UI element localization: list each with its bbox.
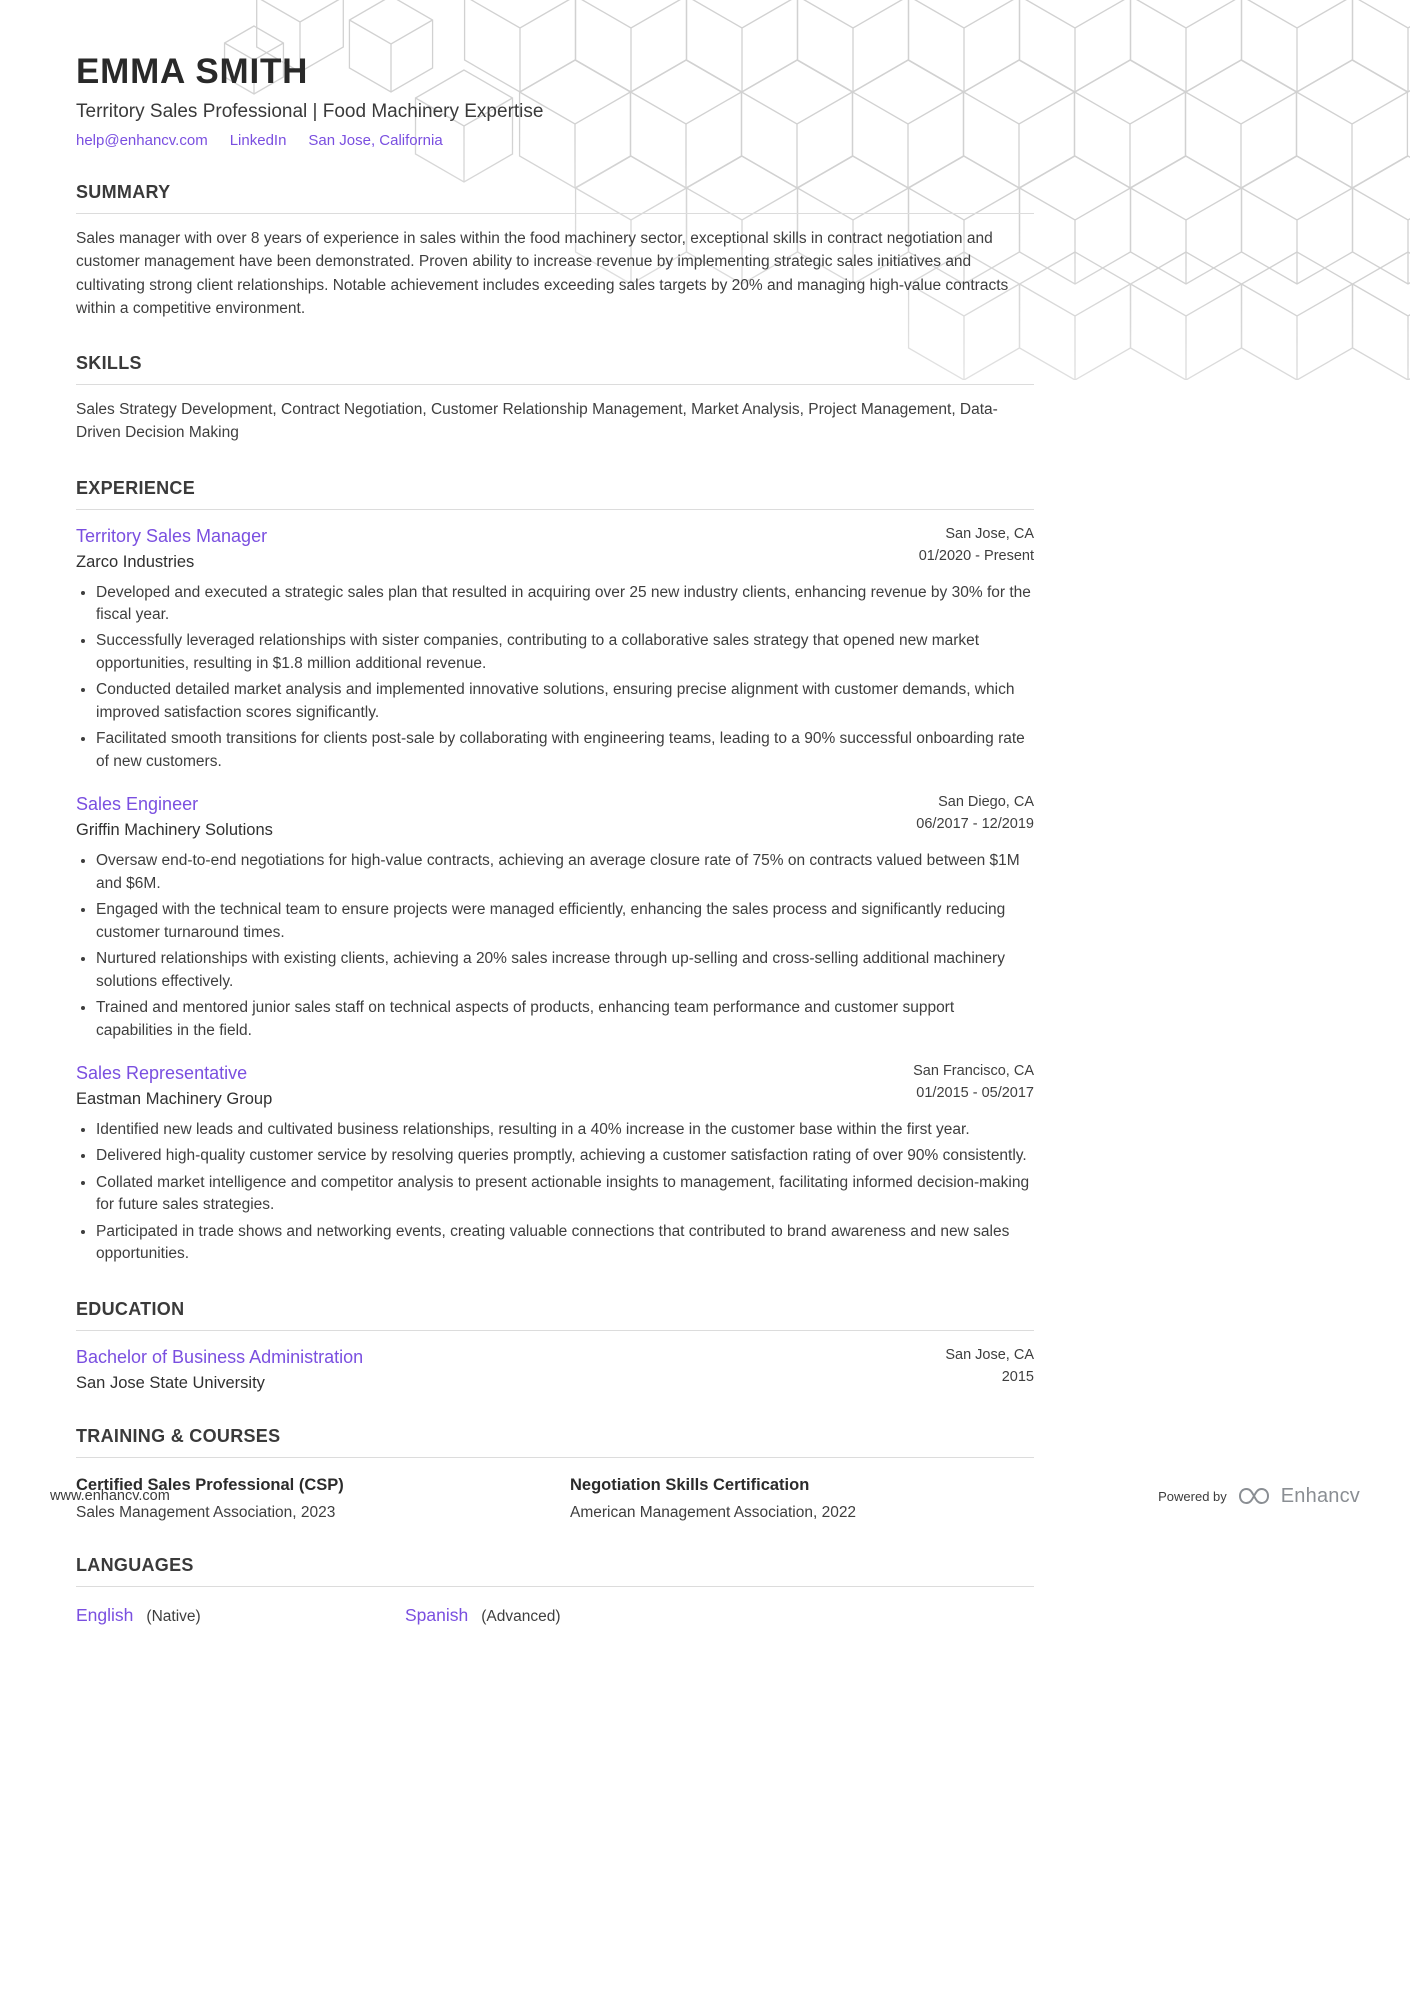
job-dates: 01/2015 - 05/2017	[916, 1085, 1034, 1101]
enhancv-wordmark: Enhancv	[1280, 1484, 1360, 1507]
page-footer	[50, 1484, 1360, 1508]
summary-section	[76, 182, 1034, 320]
skills-text: Sales Strategy Development, Contract Negotiation, Customer Relationship Management, Market Analysis, Project Management, Data-Driven Decision Making	[76, 401, 998, 442]
bullet-item: • Collated market intelligence and competitor analysis to present actionable insights to management, facilitating informed decision-making for future sales strategies.	[96, 1172, 1034, 1217]
course-subtitle: Sales Management Association, 2023	[76, 1503, 336, 1521]
experience-entry	[76, 526, 1034, 774]
powered-by-link[interactable]	[1158, 1484, 1360, 1508]
experience-heading: EXPERIENCE	[76, 478, 1034, 510]
summary-text: Sales manager with over 8 years of experience in sales within the food machinery sector, exceptional skills in contract negotiation and customer management have been demonstrated. Proven ability to increase revenue by implementing strategic sales initiatives and cultivating strong client relationships. Notable achievement includes exceeding sales targets by 20% and managing high-value contracts within a competitive environment.	[76, 230, 1009, 317]
candidate-headline: Territory Sales Professional | Food Machinery Expertise	[76, 101, 544, 122]
bullet-item: • Successfully leveraged relationships with sister companies, contributing to a collaborative sales strategy that opened new market opportunities, resulting in $1.8 million additional revenue.	[96, 630, 1034, 675]
bullet-item: • Facilitated smooth transitions for clients post-sale by collaborating with engineering teams, leading to a 90% successful onboarding rate of new customers.	[96, 728, 1034, 773]
resume-header	[76, 52, 1034, 149]
job-location: San Jose, CA	[945, 525, 1034, 542]
entry-head	[76, 526, 1034, 572]
linkedin-link[interactable]: LinkedIn	[229, 132, 287, 149]
bullet-item: • Developed and executed a strategic sales plan that resulted in acquiring over 25 new industry clients, enhancing revenue by 30% for the fiscal year.	[96, 582, 1034, 627]
entry-meta	[925, 1347, 1034, 1385]
education-location: San Jose, CA	[945, 1346, 1034, 1363]
company-name: Griffin Machinery Solutions	[76, 821, 273, 840]
experience-entry	[76, 1063, 1034, 1266]
training-heading: TRAINING & COURSES	[76, 1426, 1034, 1458]
job-dates: 06/2017 - 12/2019	[916, 816, 1034, 833]
entry-meta	[893, 1063, 1034, 1101]
languages-heading: LANGUAGES	[76, 1555, 1034, 1587]
footer-website: www.enhancv.com	[50, 1488, 170, 1504]
powered-by-label: Powered by	[1158, 1488, 1227, 1504]
language-name: English	[76, 1604, 134, 1625]
bullet-item: • Trained and mentored junior sales staff on technical aspects of products, enhancing team performance and customer support capabilities in the field.	[96, 997, 1034, 1042]
bullet-item: • Engaged with the technical team to ensure projects were managed efficiently, enhancing the sales process and significantly reducing customer turnaround times.	[96, 899, 1034, 944]
company-name: Zarco Industries	[76, 552, 195, 571]
education-entry	[76, 1347, 1034, 1393]
skills-heading: SKILLS	[76, 353, 1034, 385]
bullet-item: • Participated in trade shows and networking events, creating valuable connections that contributed to brand awareness and new sales opportunities.	[96, 1221, 1034, 1266]
contact-row	[76, 132, 1034, 149]
candidate-name: EMMA SMITH	[76, 52, 309, 91]
job-bullets	[76, 582, 1034, 774]
entry-meta	[899, 526, 1034, 564]
skills-section	[76, 353, 1034, 445]
languages-section	[76, 1555, 1034, 1626]
job-location: San Diego, CA	[938, 794, 1034, 811]
bullet-item: • Delivered high-quality customer service by resolving queries promptly, achieving a customer satisfaction rating of over 90% consistently.	[96, 1145, 1034, 1167]
language-level: (Advanced)	[481, 1607, 561, 1625]
job-title: Territory Sales Manager	[76, 525, 268, 546]
language-level: (Native)	[146, 1607, 201, 1625]
bullet-item: • Nurtured relationships with existing clients, achieving a 20% sales increase through up-selling and cross-selling additional machinery solutions effectively.	[96, 948, 1034, 993]
bullet-item: • Identified new leads and cultivated business relationships, resulting in a 40% increase in the customer base within the first year.	[96, 1119, 1034, 1141]
location-link[interactable]: San Jose, California	[308, 132, 443, 149]
entry-meta	[896, 794, 1034, 832]
education-section	[76, 1299, 1034, 1393]
school-name: San Jose State University	[76, 1373, 265, 1392]
language-entry	[76, 1605, 405, 1626]
education-dates: 2015	[1001, 1368, 1034, 1385]
experience-entry	[76, 794, 1034, 1042]
job-bullets	[76, 1119, 1034, 1266]
job-dates: 01/2020 - Present	[918, 547, 1034, 564]
bullet-item: • Oversaw end-to-end negotiations for high-value contracts, achieving an average closure rate of 75% on contracts valued between $1M and $6M.	[96, 850, 1034, 895]
course-title: Negotiation Skills Certification	[570, 1475, 810, 1494]
job-location: San Francisco, CA	[913, 1063, 1034, 1079]
degree-title: Bachelor of Business Administration	[76, 1346, 364, 1367]
languages-row	[76, 1605, 1034, 1626]
language-entry	[405, 1605, 1034, 1626]
summary-heading: SUMMARY	[76, 182, 1034, 214]
experience-section	[76, 478, 1034, 1266]
job-bullets	[76, 850, 1034, 1042]
course-title: Certified Sales Professional (CSP)	[76, 1475, 344, 1494]
entry-head	[76, 794, 1034, 840]
job-title: Sales Representative	[76, 1063, 248, 1083]
bullet-item: • Conducted detailed market analysis and implemented innovative solutions, ensuring precise alignment with customer demands, which improved satisfaction scores significantly.	[96, 679, 1034, 724]
education-heading: EDUCATION	[76, 1299, 1034, 1331]
entry-head	[76, 1347, 1034, 1393]
language-name: Spanish	[405, 1604, 469, 1625]
course-subtitle: American Management Association, 2022	[570, 1503, 857, 1521]
company-name: Eastman Machinery Group	[76, 1090, 273, 1108]
entry-head	[76, 1063, 1034, 1109]
job-title: Sales Engineer	[76, 794, 199, 815]
email-link[interactable]: help@enhancv.com	[76, 132, 208, 149]
enhancv-logo-icon	[1237, 1484, 1271, 1508]
